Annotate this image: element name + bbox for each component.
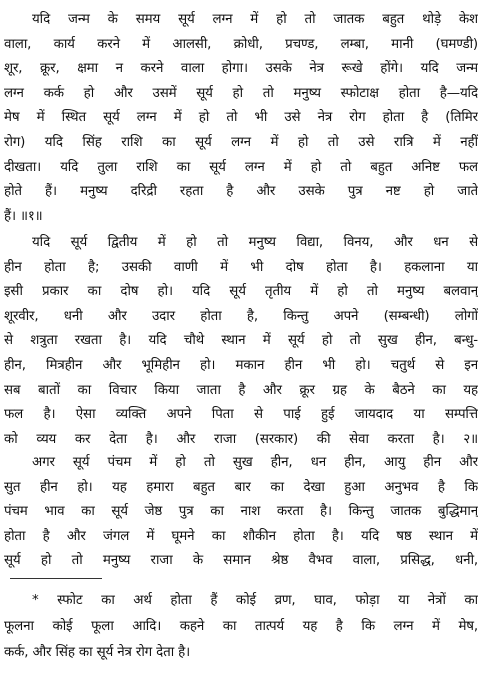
paragraph-sun-in-fifth-sixth-house	[4, 451, 478, 574]
text-line: को व्यय कर देता है। और राजा (सरकार) की सेवा करता है। २॥	[4, 431, 478, 447]
text-line: शूर, क्रूर, क्षमा न करने वाला होगा। उसके नेत्र रूखे होंगे। यदि जन्म	[4, 61, 478, 77]
paragraph-sun-in-second-to-fourth-house	[4, 231, 478, 452]
text-line: मेष में स्थित सूर्य लग्न में हो तो भी उसे नेत्र रोग होता है (तिमिर	[4, 110, 478, 126]
text-line: दीखता। यदि तुला राशि का सूर्य लग्न में हो तो बहुत अनिष्ट फल	[4, 159, 478, 175]
footnote-line: * स्फोट का अर्थ होता हैं कोई व्रण, घाव, फोड़ा या नेत्रों का	[32, 593, 478, 608]
paragraph-sun-in-first-house	[4, 8, 478, 229]
text-line: पंचम भाव का सूर्य जेष्ठ पुत्र का नाश करता है। किन्तु जातक बुद्धिमान्	[4, 504, 478, 520]
text-line: सुत हीन हो। यह हमारा बहुत बार का देखा हुआ अनुभव है कि	[4, 479, 478, 495]
text-line: लग्न कर्क हो और उसमें सूर्य हो तो मनुष्य स्फोटाक्ष होता है—यदि	[4, 85, 478, 101]
text-line: शूरवीर, धनी और उदार होता है, किन्तु अपने (सम्बन्धी) लोगों	[4, 308, 478, 324]
text-line: होता है और जंगल में घूमने का शौकीन होता है। यदि षष्ठ स्थान में	[4, 528, 478, 544]
text-line: इसी प्रकार का दोष हो। यदि सूर्य तृतीय में हो तो मनुष्य बलवान्	[4, 284, 478, 300]
text-line: होते हैं। मनुष्य दरिद्री रहता है और उसके पुत्र नष्ट हो जाते	[4, 184, 478, 200]
text-line: फल है। ऐसा व्यक्ति अपने पिता से पाई हुई जायदाद या सम्पत्ति	[4, 407, 478, 423]
text-line: सूर्य हो तो मनुष्य राजा के समान श्रेष्ठ वैभव वाला, प्रसिद्ध, धनी,	[4, 553, 478, 569]
text-line: वाला, कार्य करने में आलसी, क्रोधी, प्रचण्ड, लम्बा, मानी (घमण्डी)	[4, 36, 478, 52]
text-line: हैं। ॥१॥	[4, 208, 43, 224]
footnote-separator	[10, 578, 102, 579]
text-line: सब बातों का विचार किया जाता है और क्रूर ग्रह के बैठने का यह	[4, 382, 478, 398]
text-line: से शत्रुता रखता है। यदि चौथे स्थान में सूर्य हो तो सुख हीन, बन्धु-	[4, 333, 478, 349]
text-line: यदि जन्म के समय सूर्य लग्न में हो तो जातक बहुत थोड़े केश	[32, 12, 478, 27]
text-line: हीन होता है; उसकी वाणी में भी दोष होता है। हकलाना या	[4, 259, 478, 275]
text-line: यदि सूर्य द्वितीय में हो तो मनुष्य विद्या, विनय, और धन से	[32, 235, 478, 250]
text-line: अगर सूर्य पंचम में हो तो सुख हीन, धन हीन, आयु हीन और	[32, 455, 478, 470]
text-line: रोग) यदि सिंह राशि का सूर्य लग्न में हो तो उसे रात्रि में नहीं	[4, 134, 478, 150]
footnote	[4, 588, 478, 666]
footnote-line: फूलना कोई फूला आदि। कहने का तात्पर्य यह है कि लग्न में मेष,	[4, 619, 478, 634]
footnote-line: कर्क, और सिंह का सूर्य नेत्र रोग देता है।	[4, 645, 191, 660]
text-line: हीन, मित्रहीन और भूमिहीन हो। मकान हीन भी हो। चतुर्थ से इन	[4, 357, 478, 373]
